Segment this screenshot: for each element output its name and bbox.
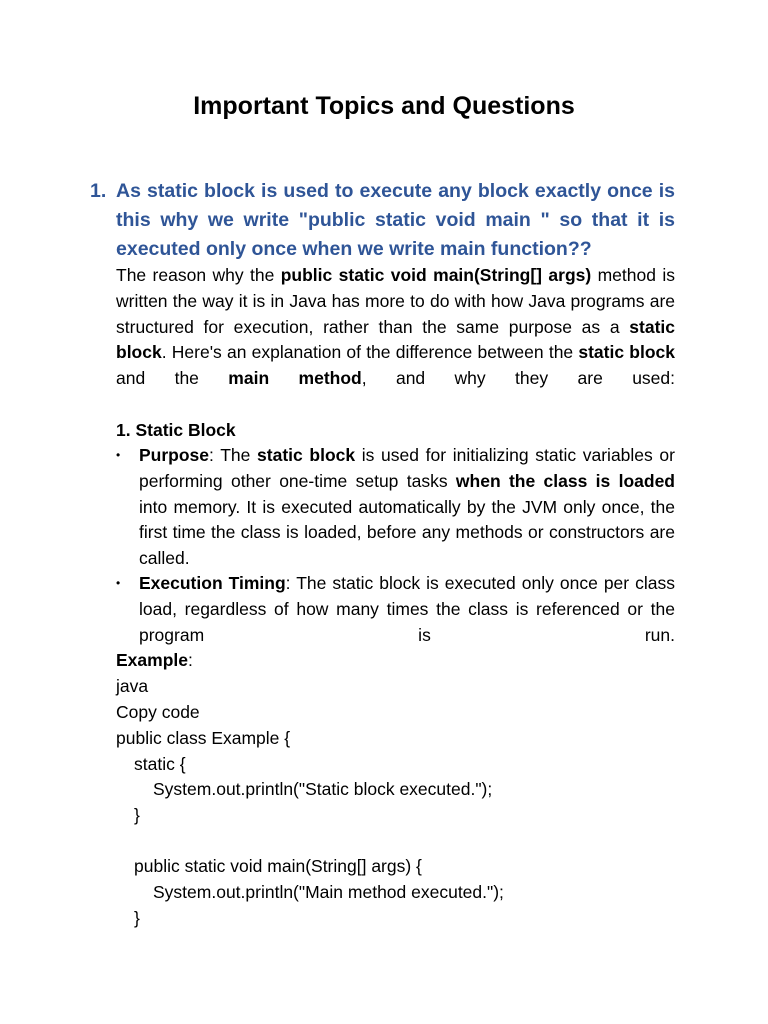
code-line: }	[134, 908, 140, 928]
code-line: }	[134, 805, 140, 825]
bullet-keyword: when the class is loaded	[455, 470, 675, 491]
answer-text-2: method is written the way it is in Java has more to do with how Java programs are structured for execution, rather than the same purpose as a	[116, 265, 676, 337]
code-line: static {	[134, 754, 186, 774]
list-item	[116, 571, 675, 674]
bullet-icon: •	[116, 576, 121, 590]
answer-bold-static-block: static block	[116, 316, 675, 363]
page-title: Important Topics and Questions	[193, 92, 575, 120]
bullet-text-part: into memory. It is executed automatically by the JVM only once, the first time the class is loaded, before any methods or constructors are called.	[139, 496, 675, 569]
example-label-colon: :	[187, 650, 193, 670]
code-language: java	[116, 676, 149, 696]
bullet-text-part: is used for initializing static variables or performing other one-time setup tasks	[139, 445, 675, 491]
bullet-text-part: : The	[209, 445, 258, 465]
answer-text-5: , and why they are used:	[361, 368, 675, 389]
example-label	[116, 648, 193, 674]
answer-text-1: The reason why the	[116, 265, 281, 285]
question-text: As static block is used to execute any block exactly once is this why we write "public static void main " so that it is executed only once when we write main function??	[116, 180, 675, 260]
code-line: public static void main(String[] args) {	[134, 856, 422, 876]
code-line: System.out.println("Main method executed.");	[153, 882, 504, 902]
answer-bold-static-block-2: static block	[578, 342, 675, 363]
answer-text-4: and the	[116, 368, 229, 389]
question-number: 1.	[90, 180, 107, 202]
bullet-label: Execution Timing	[139, 573, 286, 593]
code-line: public class Example {	[116, 728, 291, 748]
question-1	[90, 177, 675, 264]
answer-text-3: . Here's an explanation of the difference between the	[161, 342, 579, 363]
answer-bold-main-signature: public static void main(String[] args)	[280, 265, 592, 285]
bullet-text	[139, 571, 675, 674]
bullet-keyword: static block	[257, 445, 356, 465]
code-line: System.out.println("Static block executed.");	[153, 779, 493, 799]
answer-bold-main-method: main method	[228, 368, 362, 389]
copy-code-link[interactable]: Copy code	[116, 702, 200, 722]
example-label-text: Example	[116, 650, 188, 670]
bullet-icon: •	[116, 448, 121, 462]
bullet-label: Purpose	[139, 445, 210, 465]
answer-paragraph	[116, 263, 675, 418]
section-heading: 1. Static Block	[116, 420, 236, 440]
bullet-text-part: : The static block is executed only once per class load, regardless of how many times the class is referenced or the program is run.	[139, 573, 675, 645]
